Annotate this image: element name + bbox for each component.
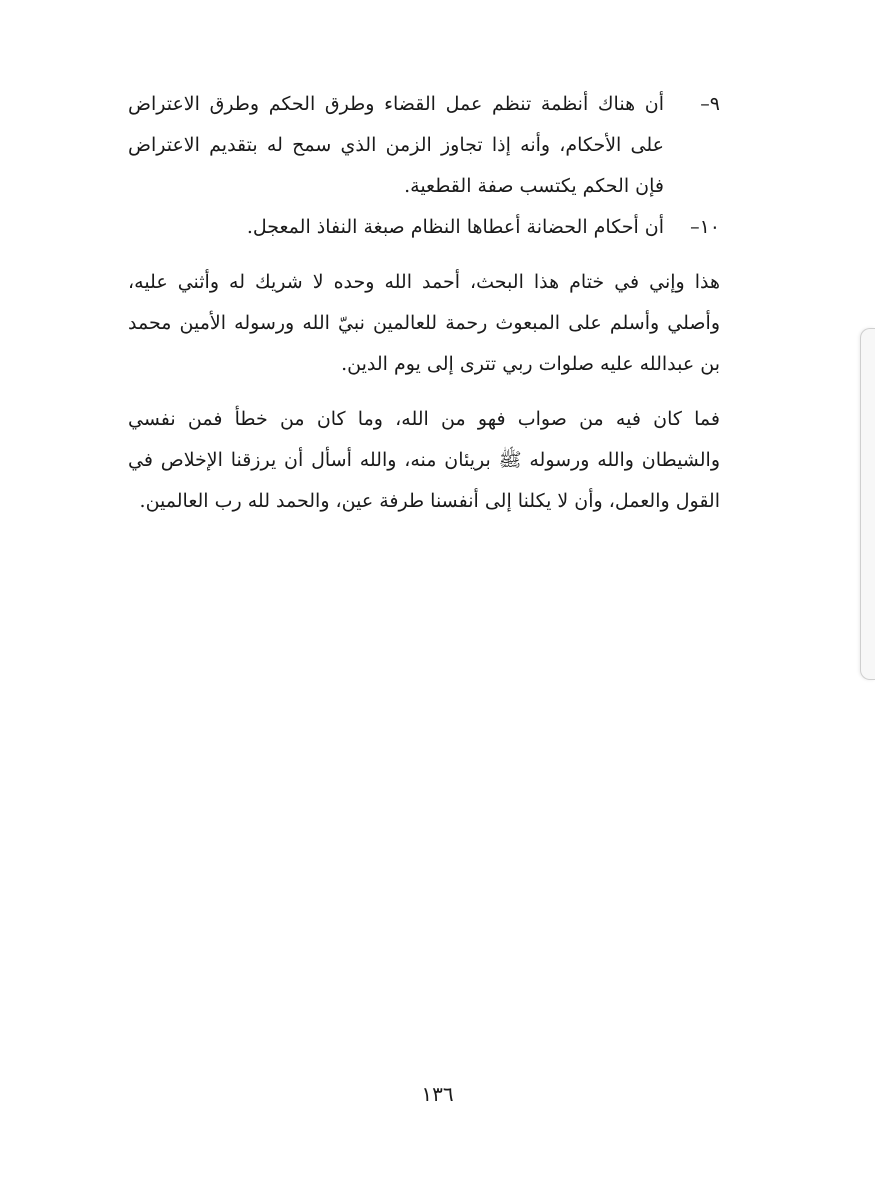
- scrollbar[interactable]: [860, 328, 875, 680]
- list-item-text: أن هناك أنظمة تنظم عمل القضاء وطرق الحكم وطرق الاعتراض على الأحكام، وأنه إذا تجاوز الزمن الذي سمح له بتقديم الاعتراض فإن الحكم يكتسب صفة القطعية.: [128, 93, 664, 197]
- list-item-number: ٩–: [700, 93, 720, 115]
- page-number: ١٣٦: [421, 1082, 454, 1106]
- list-item-text: أن أحكام الحضانة أعطاها النظام صبغة النفاذ المعجل.: [246, 216, 664, 238]
- list-item-number: ١٠–: [690, 216, 720, 238]
- closing-paragraph: هذا وإني في ختام هذا البحث، أحمد الله وحده لا شريك له وأثني عليه، وأصلي وأسلم على المبعوث رحمة للعالمين نبيّ الله ورسوله الأمين محمد بن عبدالله عليه صلوات ربي تترى إلى يوم الدين.: [128, 271, 720, 375]
- closing-paragraph: فما كان فيه من صواب فهو من الله، وما كان من خطأ فمن نفسي والشيطان والله ورسوله ﷺ بريئان منه، والله أسأل أن يرزقنا الإخلاص في القول والعمل، وأن لا يكلنا إلى أنفسنا طرفة عين، والحمد لله رب العالمين.: [128, 408, 720, 512]
- page-content: [128, 84, 720, 522]
- list-item: [128, 84, 720, 207]
- list-item: [128, 207, 720, 248]
